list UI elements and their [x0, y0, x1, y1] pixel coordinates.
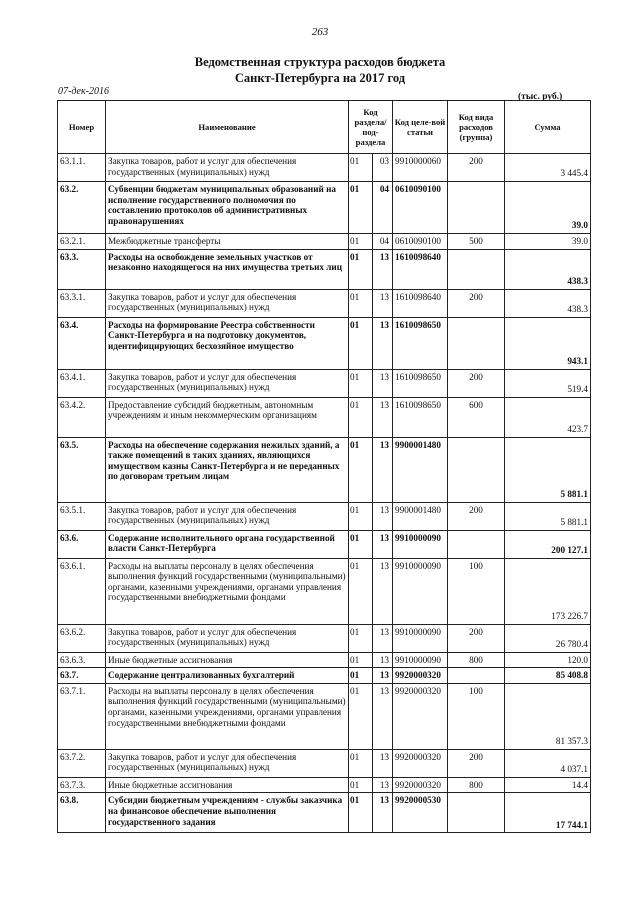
table-row [58, 777, 591, 793]
row-section-code: 01 [349, 749, 373, 777]
row-amount: 173 226.7 [505, 558, 591, 624]
row-name: Расходы на формирование Реестра собственности Санкт-Петербурга и на подготовку документов, идентифицирующих бесхозяйное имущество [106, 317, 349, 369]
row-number: 63.4.1. [58, 369, 106, 397]
table-body [58, 154, 591, 833]
row-number: 63.7.3. [58, 777, 106, 793]
row-name: Закупка товаров, работ и услуг для обеспечения государственных (муниципальных) нужд [106, 369, 349, 397]
row-amount: 85 408.8 [505, 668, 591, 684]
row-section-code: 01 [349, 652, 373, 668]
title-line-2: Санкт-Петербурга на 2017 год [234, 71, 406, 85]
table-row [58, 317, 591, 369]
row-number: 63.3.1. [58, 289, 106, 317]
table-header-row [58, 101, 591, 154]
row-expense-type: 100 [448, 558, 505, 624]
row-amount: 81 357.3 [505, 683, 591, 749]
row-number: 63.2. [58, 182, 106, 234]
row-subsection-code: 13 [373, 652, 393, 668]
title-line-1: Ведомственная структура расходов бюджета [194, 55, 446, 69]
row-number: 63.7. [58, 668, 106, 684]
row-name: Межбюджетные трансферты [106, 234, 349, 250]
row-subsection-code: 13 [373, 502, 393, 530]
row-name: Закупка товаров, работ и услуг для обеспечения государственных (муниципальных) нужд [106, 154, 349, 182]
row-subsection-code: 13 [373, 317, 393, 369]
table-row [58, 502, 591, 530]
row-number: 63.3. [58, 249, 106, 289]
row-section-code: 01 [349, 437, 373, 502]
table-row [58, 558, 591, 624]
row-subsection-code: 03 [373, 154, 393, 182]
row-number: 63.2.1. [58, 234, 106, 250]
row-amount: 39.0 [505, 182, 591, 234]
row-number: 63.6.2. [58, 624, 106, 652]
row-article-code: 9910000090 [393, 530, 448, 558]
row-subsection-code: 13 [373, 668, 393, 684]
row-amount: 17 744.1 [505, 793, 591, 833]
row-subsection-code: 13 [373, 289, 393, 317]
row-section-code: 01 [349, 793, 373, 833]
row-subsection-code: 13 [373, 530, 393, 558]
table-row [58, 182, 591, 234]
row-number: 63.6. [58, 530, 106, 558]
row-subsection-code: 04 [373, 182, 393, 234]
row-amount: 3 445.4 [505, 154, 591, 182]
row-expense-type: 600 [448, 397, 505, 437]
row-expense-type: 200 [448, 289, 505, 317]
row-article-code: 1610098650 [393, 369, 448, 397]
row-expense-type [448, 668, 505, 684]
document-title [0, 54, 640, 86]
table-row [58, 397, 591, 437]
row-amount: 943.1 [505, 317, 591, 369]
row-subsection-code: 13 [373, 777, 393, 793]
row-name: Закупка товаров, работ и услуг для обеспечения государственных (муниципальных) нужд [106, 289, 349, 317]
row-name: Закупка товаров, работ и услуг для обеспечения государственных (муниципальных) нужд [106, 502, 349, 530]
document-date: 07-дек-2016 [58, 86, 109, 97]
header-amount: Сумма [505, 101, 591, 154]
row-amount: 26 780.4 [505, 624, 591, 652]
budget-table [57, 100, 591, 833]
table-row [58, 289, 591, 317]
row-name: Субвенции бюджетам муниципальных образований на исполнение государственного полномочия по составлению протоколов об административных правонарушениях [106, 182, 349, 234]
row-number: 63.4.2. [58, 397, 106, 437]
row-expense-type: 500 [448, 234, 505, 250]
row-section-code: 01 [349, 317, 373, 369]
row-amount: 423.7 [505, 397, 591, 437]
row-article-code: 0610090100 [393, 182, 448, 234]
row-expense-type [448, 249, 505, 289]
row-section-code: 01 [349, 154, 373, 182]
header-number: Номер [58, 101, 106, 154]
row-expense-type [448, 437, 505, 502]
row-section-code: 01 [349, 249, 373, 289]
row-section-code: 01 [349, 502, 373, 530]
row-section-code: 01 [349, 777, 373, 793]
row-article-code: 9900001480 [393, 437, 448, 502]
row-name: Субсидии бюджетным учреждениям - службы заказчика на финансовое обеспечение выполнения государственного задания [106, 793, 349, 833]
row-subsection-code: 13 [373, 624, 393, 652]
row-article-code: 9920000320 [393, 668, 448, 684]
table-row [58, 234, 591, 250]
page-number: 263 [311, 26, 329, 38]
row-expense-type [448, 793, 505, 833]
table-row [58, 683, 591, 749]
row-section-code: 01 [349, 668, 373, 684]
header-expense-type: Код вида расходов (группа) [448, 101, 505, 154]
row-section-code: 01 [349, 558, 373, 624]
row-name: Содержание исполнительного органа государственной власти Санкт-Петербурга [106, 530, 349, 558]
row-article-code: 1610098650 [393, 397, 448, 437]
row-section-code: 01 [349, 683, 373, 749]
row-article-code: 9920000530 [393, 793, 448, 833]
row-article-code: 9920000320 [393, 777, 448, 793]
row-expense-type [448, 530, 505, 558]
table-row [58, 668, 591, 684]
row-name: Закупка товаров, работ и услуг для обеспечения государственных (муниципальных) нужд [106, 749, 349, 777]
table-row [58, 793, 591, 833]
row-number: 63.4. [58, 317, 106, 369]
row-expense-type [448, 317, 505, 369]
row-name: Иные бюджетные ассигнования [106, 777, 349, 793]
row-article-code: 1610098640 [393, 249, 448, 289]
row-amount: 39.0 [505, 234, 591, 250]
row-article-code: 9920000320 [393, 683, 448, 749]
row-article-code: 9910000090 [393, 624, 448, 652]
row-section-code: 01 [349, 397, 373, 437]
row-section-code: 01 [349, 289, 373, 317]
row-name: Расходы на выплаты персоналу в целях обеспечения выполнения функций государственными (муниципальными) органами, казенными учреждениями, органами управления государственными внебюджетными фондами [106, 558, 349, 624]
row-expense-type [448, 182, 505, 234]
row-subsection-code: 13 [373, 793, 393, 833]
header-article: Код целе-вой статьи [393, 101, 448, 154]
row-amount: 5 881.1 [505, 502, 591, 530]
row-article-code: 9920000320 [393, 749, 448, 777]
row-subsection-code: 13 [373, 437, 393, 502]
row-amount: 4 037.1 [505, 749, 591, 777]
row-number: 63.5. [58, 437, 106, 502]
header-section: Код раздела/ под-раздела [349, 101, 393, 154]
row-subsection-code: 13 [373, 683, 393, 749]
row-subsection-code: 04 [373, 234, 393, 250]
row-number: 63.6.3. [58, 652, 106, 668]
row-section-code: 01 [349, 624, 373, 652]
row-number: 63.5.1. [58, 502, 106, 530]
row-amount: 5 881.1 [505, 437, 591, 502]
row-subsection-code: 13 [373, 369, 393, 397]
row-section-code: 01 [349, 369, 373, 397]
table-row [58, 154, 591, 182]
table-row [58, 437, 591, 502]
row-expense-type: 800 [448, 652, 505, 668]
row-article-code: 1610098640 [393, 289, 448, 317]
table-row [58, 369, 591, 397]
row-expense-type: 200 [448, 154, 505, 182]
row-expense-type: 200 [448, 624, 505, 652]
row-subsection-code: 13 [373, 558, 393, 624]
row-article-code: 9900001480 [393, 502, 448, 530]
row-number: 63.1.1. [58, 154, 106, 182]
row-name: Иные бюджетные ассигнования [106, 652, 349, 668]
row-subsection-code: 13 [373, 397, 393, 437]
row-article-code: 9910000060 [393, 154, 448, 182]
row-amount: 120.0 [505, 652, 591, 668]
row-subsection-code: 13 [373, 749, 393, 777]
header-name: Наименование [106, 101, 349, 154]
row-amount: 438.3 [505, 249, 591, 289]
row-name: Закупка товаров, работ и услуг для обеспечения государственных (муниципальных) нужд [106, 624, 349, 652]
row-expense-type: 200 [448, 749, 505, 777]
row-article-code: 9910000090 [393, 652, 448, 668]
table-row [58, 249, 591, 289]
table-row [58, 530, 591, 558]
row-expense-type: 200 [448, 369, 505, 397]
row-name: Предоставление субсидий бюджетным, автономным учреждениям и иным некоммерческим организациям [106, 397, 349, 437]
row-number: 63.6.1. [58, 558, 106, 624]
row-expense-type: 200 [448, 502, 505, 530]
row-article-code: 0610090100 [393, 234, 448, 250]
row-subsection-code: 13 [373, 249, 393, 289]
row-amount: 519.4 [505, 369, 591, 397]
row-article-code: 9910000090 [393, 558, 448, 624]
row-name: Расходы на освобождение земельных участков от незаконно находящегося на них имущества третьих лиц [106, 249, 349, 289]
row-amount: 14.4 [505, 777, 591, 793]
row-section-code: 01 [349, 234, 373, 250]
row-name: Содержание централизованных бухгалтерий [106, 668, 349, 684]
row-number: 63.7.2. [58, 749, 106, 777]
row-section-code: 01 [349, 182, 373, 234]
row-amount: 200 127.1 [505, 530, 591, 558]
row-expense-type: 100 [448, 683, 505, 749]
row-expense-type: 800 [448, 777, 505, 793]
table-row [58, 749, 591, 777]
row-number: 63.7.1. [58, 683, 106, 749]
table-row [58, 652, 591, 668]
row-section-code: 01 [349, 530, 373, 558]
row-number: 63.8. [58, 793, 106, 833]
row-name: Расходы на выплаты персоналу в целях обеспечения выполнения функций государственными (муниципальными) органами, казенными учреждениями, органами управления государственными внебюджетными фондами [106, 683, 349, 749]
row-amount: 438.3 [505, 289, 591, 317]
row-article-code: 1610098650 [393, 317, 448, 369]
table-row [58, 624, 591, 652]
units-label: (тыс. руб.) [518, 92, 563, 102]
row-name: Расходы на обеспечение содержания нежилых зданий, а также помещений в таких зданиях, являющихся имуществом казны Санкт-Петербурга и не переданных по договорам третьим лицам [106, 437, 349, 502]
